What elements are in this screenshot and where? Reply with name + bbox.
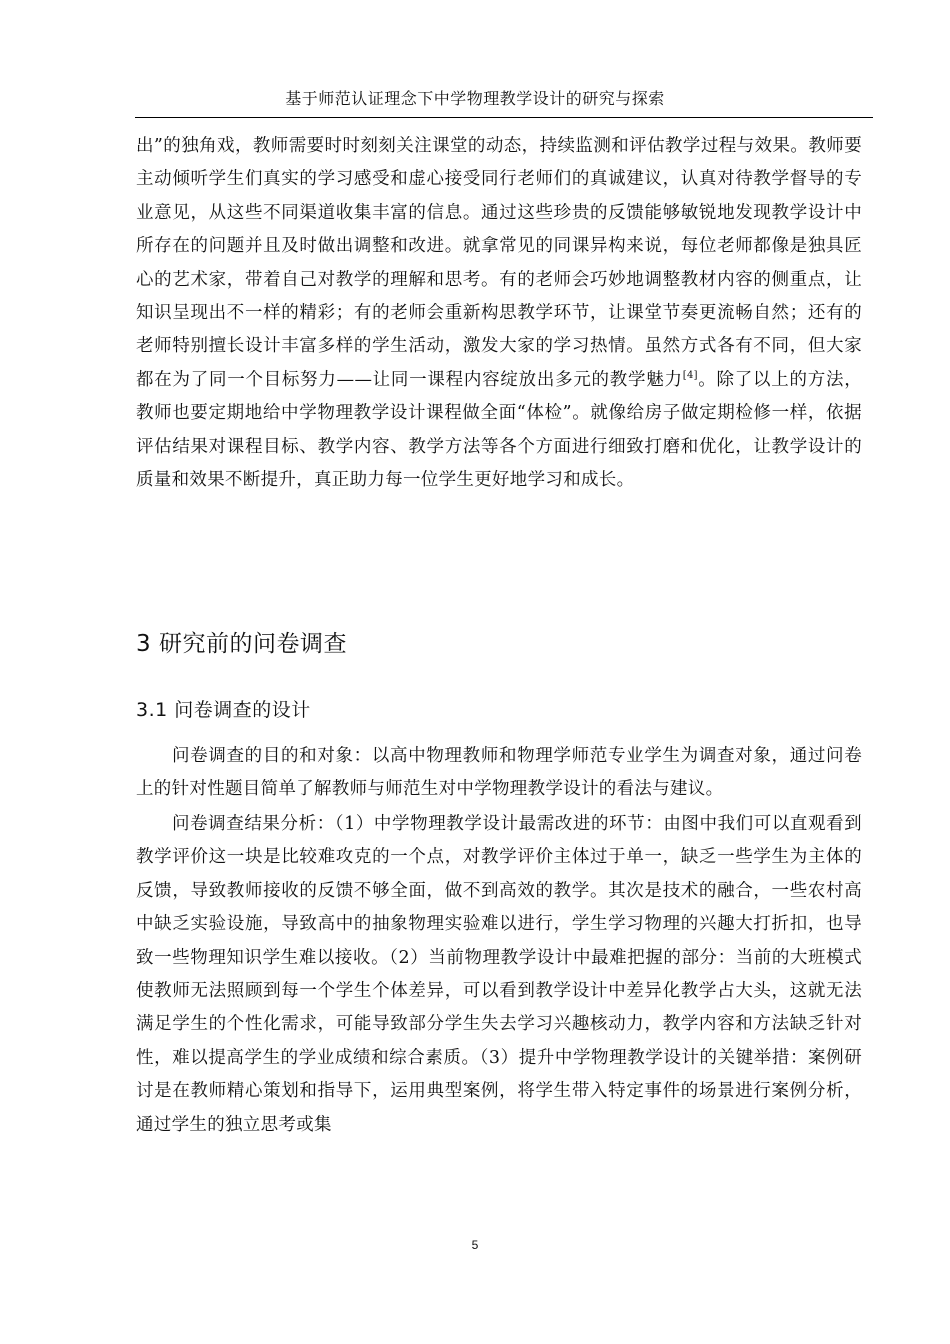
body-paragraph-2: 问卷调查的目的和对象：以高中物理教师和物理学师范专业学生为调查对象，通过问卷上的针对性题目简单了解教师与师范生对中学物理教学设计的看法与建议。 — [136, 746, 862, 800]
subsection-heading: 3.1 问卷调查的设计 — [136, 699, 311, 721]
paragraph-1-text-b: 。除了以上的方法，教师也要定期地给中学物理教学设计课程做全面“体检”。就像给房子做定期检修一样，依据评估结果对课程目标、教学内容、教学方法等各个方面进行细致打磨和优化，让教学设计的质量和效果不断提升，真正助力每一位学生更好地学习和成长。 — [136, 369, 863, 491]
header-divider — [135, 117, 873, 118]
body-paragraph-3: 问卷调查结果分析：（1）中学物理教学设计最需改进的环节：由图中我们可以直观看到教学评价这一块是比较难攻克的一个点，对教学评价主体过于单一，缺乏一些学生为主体的反馈，导致教师接收的反馈不够全面，做不到高效的教学。其次是技术的融合，一些农村高中缺乏实验设施，导致高中的抽象物理实验难以进行，学生学习物理的兴趣大打折扣，也导致一些物理知识学生难以接收。（2）当前物理教学设计中最难把握的部分：当前的大班模式使教师无法照顾到每一个学生个体差异，可以看到教学设计中差异化教学占大头，这就无法满足学生的个性化需求，可能导致部分学生失去学习兴趣核动力，教学内容和方法缺乏针对性，难以提高学生的学业成绩和综合素质。（3）提升中学物理教学设计的关键举措：案例研讨是在教师精心策划和指导下，运用典型案例，将学生带入特定事件的场景进行案例分析，通过学生的独立思考或集 — [136, 814, 862, 1135]
section-heading: 3 研究前的问卷调查 — [136, 631, 347, 657]
page-number: 5 — [471, 1238, 479, 1252]
citation-4[interactable]: [4] — [682, 370, 698, 382]
paragraph-1-text-a: 出”的独角戏，教师需要时时刻刻关注课堂的动态，持续监测和评估教学过程与效果。教师要主动倾听学生们真实的学习感受和虚心接受同行老师们的真诚建议，认真对待教学督导的专业意见，从这些不同渠道收集丰富的信息。通过这些珍贵的反馈能够敏锐地发现教学设计中所存在的问题并且及时做出调整和改进。就拿常见的同课异构来说，每位老师都像是独具匠心的艺术家，带着自己对教学的理解和思考。有的老师会巧妙地调整教材内容的侧重点，让知识呈现出不一样的精彩；有的老师会重新构思教学环节，让课堂节奏更流畅自然；还有的老师特别擅长设计丰富多样的学生活动，激发大家的学习热情。虽然方式各有不同，但大家都在为了同一个目标努力——让同一课程内容绽放出多元的教学魅力 — [136, 136, 862, 390]
running-header: 基于师范认证理念下中学物理教学设计的研究与探索 — [285, 89, 665, 108]
body-paragraph-1 — [136, 130, 862, 497]
